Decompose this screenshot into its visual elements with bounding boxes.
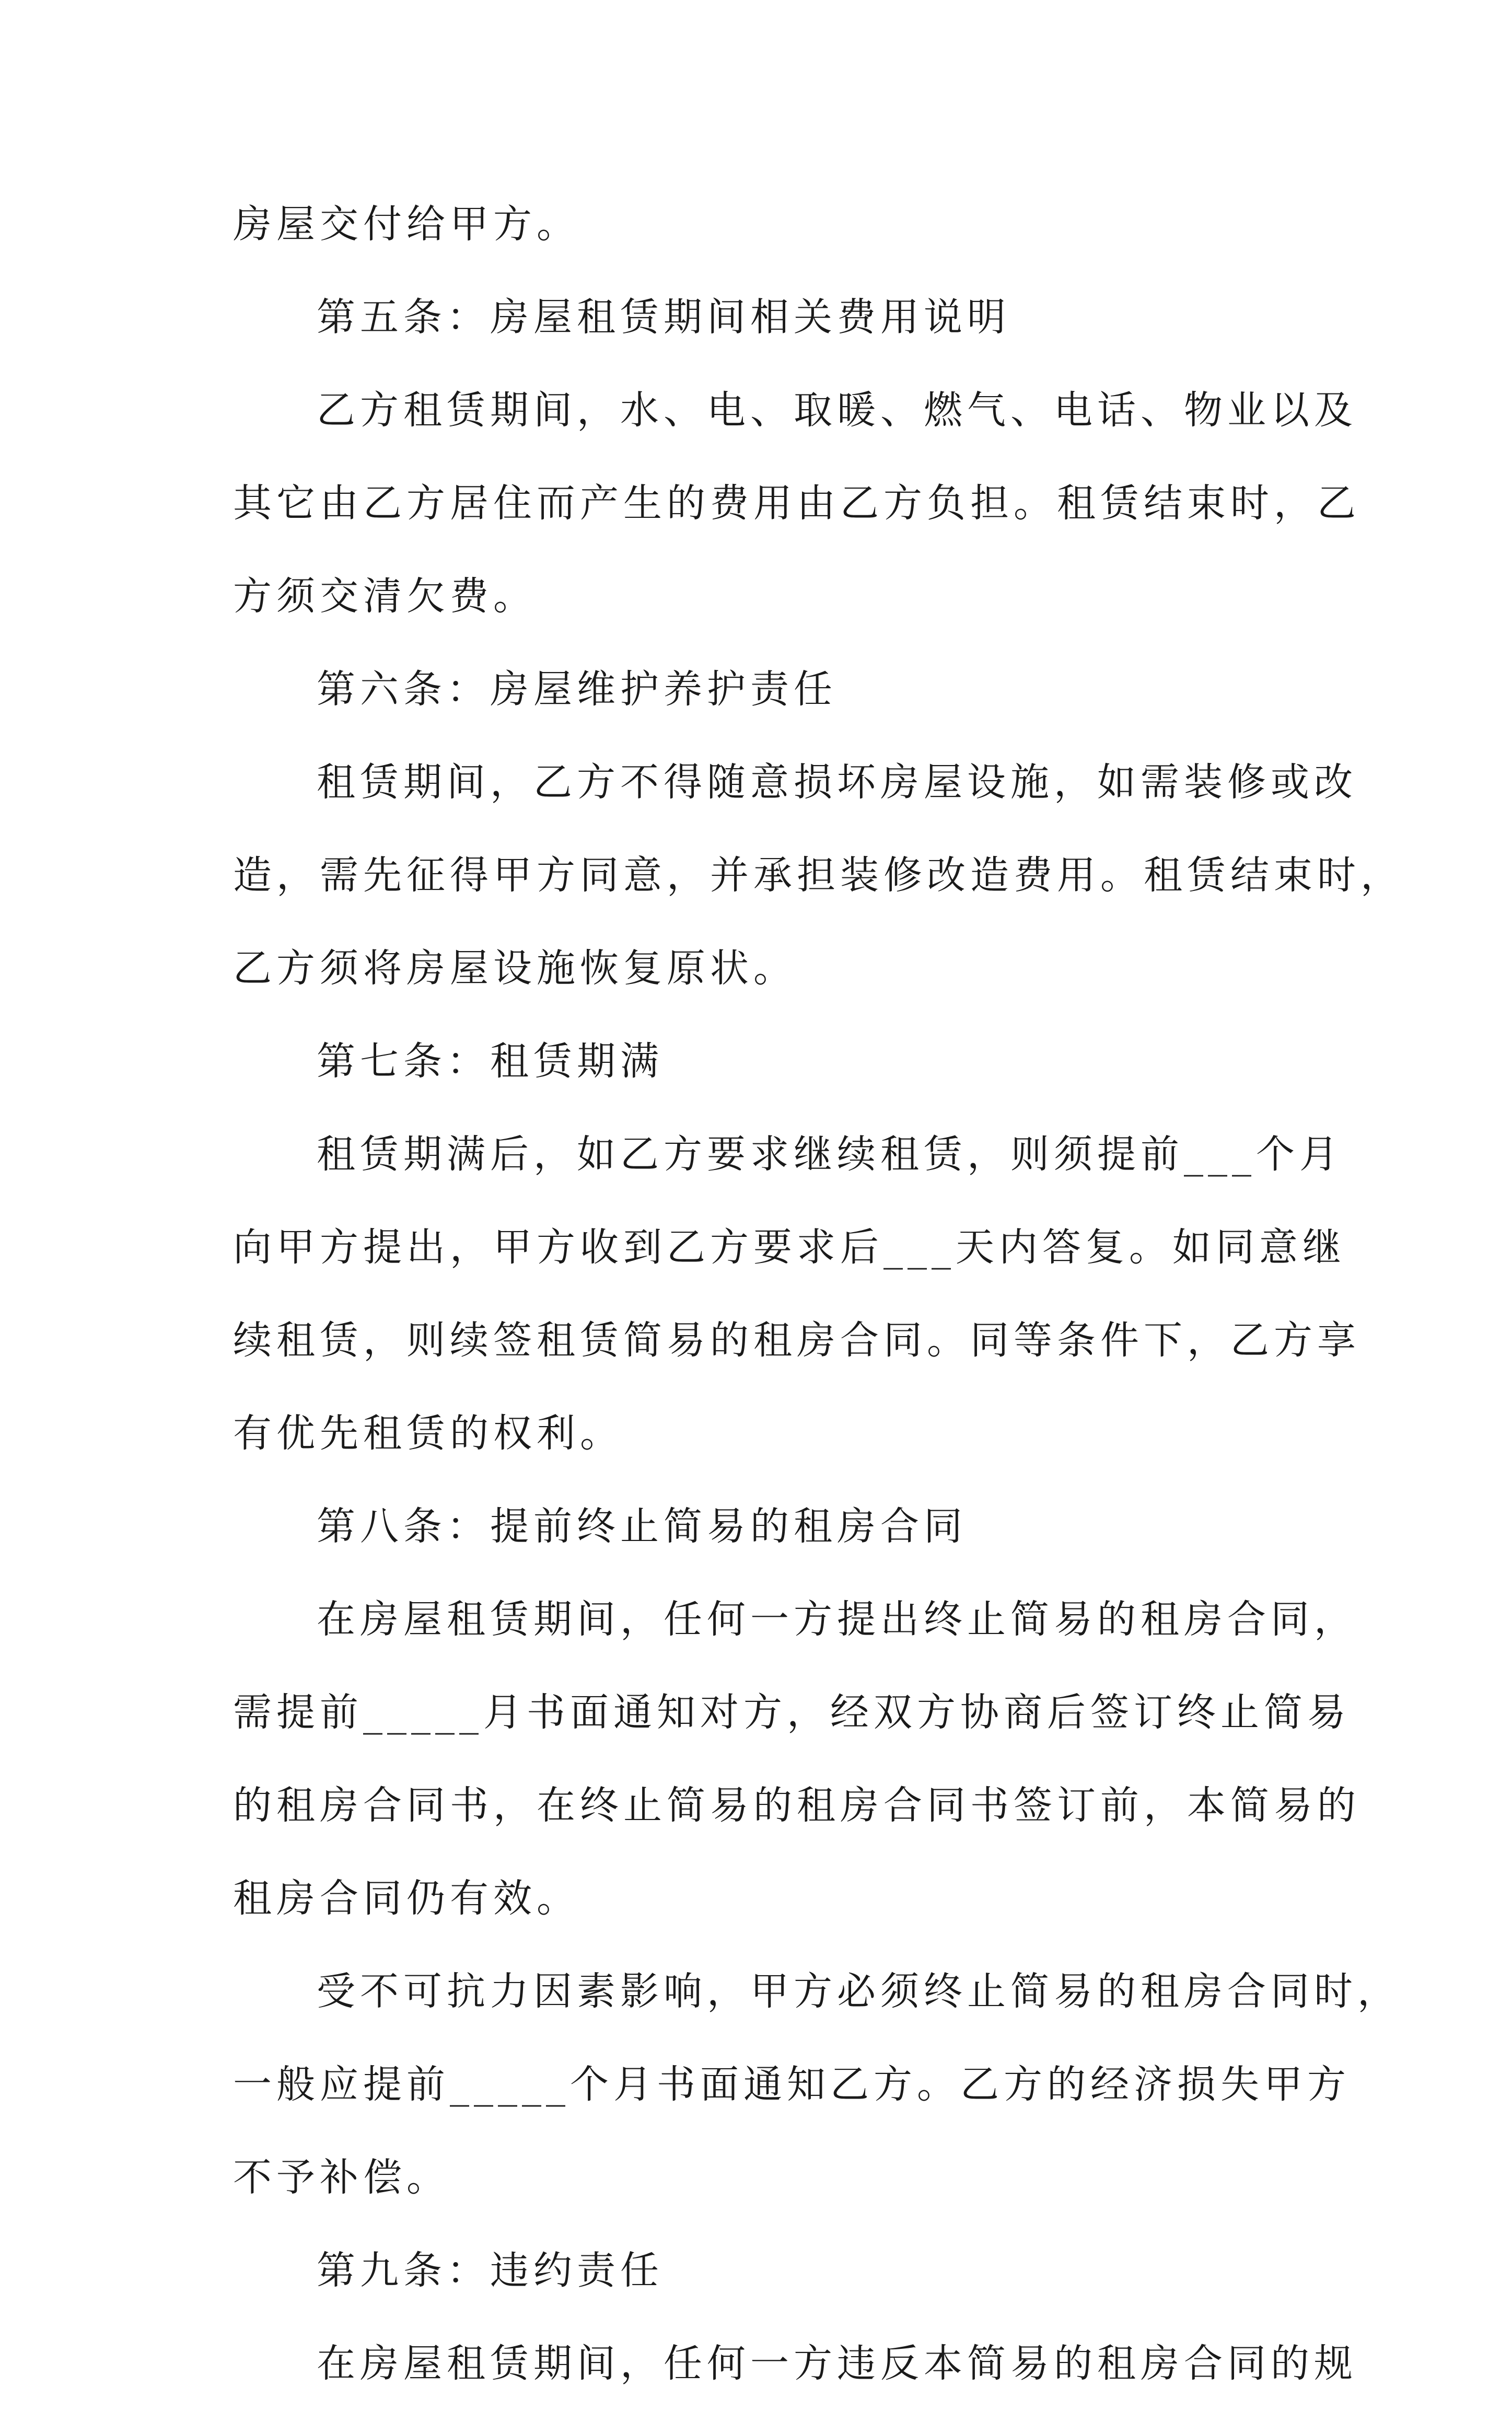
text-line: 在房屋租赁期间，任何一方提出终止简易的租房合同，	[317, 1597, 1357, 1642]
section-heading-6: 第六条：房屋维护养护责任	[317, 667, 837, 712]
section-heading-5: 第五条：房屋租赁期间相关费用说明	[317, 295, 1010, 340]
text-line: 需提前_____月书面通知对方，经双方协商后签订终止简易	[233, 1690, 1351, 1735]
text-line: 有优先租赁的权利。	[233, 1411, 623, 1456]
text-line: 其它由乙方居住而产生的费用由乙方负担。租赁结束时，乙	[233, 481, 1360, 526]
text-line: 乙方租赁期间，水、电、取暖、燃气、电话、物业以及	[317, 388, 1357, 433]
text-line: 续租赁，则续签租赁简易的租房合同。同等条件下，乙方享	[233, 1318, 1360, 1363]
text-line: 的租房合同书，在终止简易的租房合同书签订前，本简易的	[233, 1783, 1360, 1828]
section-heading-8: 第八条：提前终止简易的租房合同	[317, 1504, 967, 1549]
contract-text-body	[233, 178, 1404, 2410]
text-line: 租房合同仍有效。	[233, 1876, 580, 1921]
text-line: 一般应提前_____个月书面通知乙方。乙方的经济损失甲方	[233, 2062, 1351, 2107]
text-line: 在房屋租赁期间，任何一方违反本简易的租房合同的规	[317, 2341, 1357, 2386]
text-line: 不予补偿。	[233, 2155, 450, 2200]
section-heading-9: 第九条：违约责任	[317, 2248, 664, 2293]
text-line: 租赁期满后，如乙方要求继续租赁，则须提前___个月	[317, 1132, 1343, 1177]
text-line: 受不可抗力因素影响，甲方必须终止简易的租房合同时，	[317, 1969, 1401, 2014]
text-line: 向甲方提出，甲方收到乙方要求后___天内答复。如同意继	[233, 1225, 1346, 1270]
text-line: 造，需先征得甲方同意，并承担装修改造费用。租赁结束时，	[233, 853, 1404, 898]
text-line: 租赁期间，乙方不得随意损坏房屋设施，如需装修或改	[317, 760, 1357, 805]
text-line: 房屋交付给甲方。	[233, 202, 580, 247]
section-heading-7: 第七条：租赁期满	[317, 1039, 664, 1084]
text-line: 方须交清欠费。	[233, 574, 537, 619]
text-line: 乙方须将房屋设施恢复原状。	[233, 946, 797, 991]
